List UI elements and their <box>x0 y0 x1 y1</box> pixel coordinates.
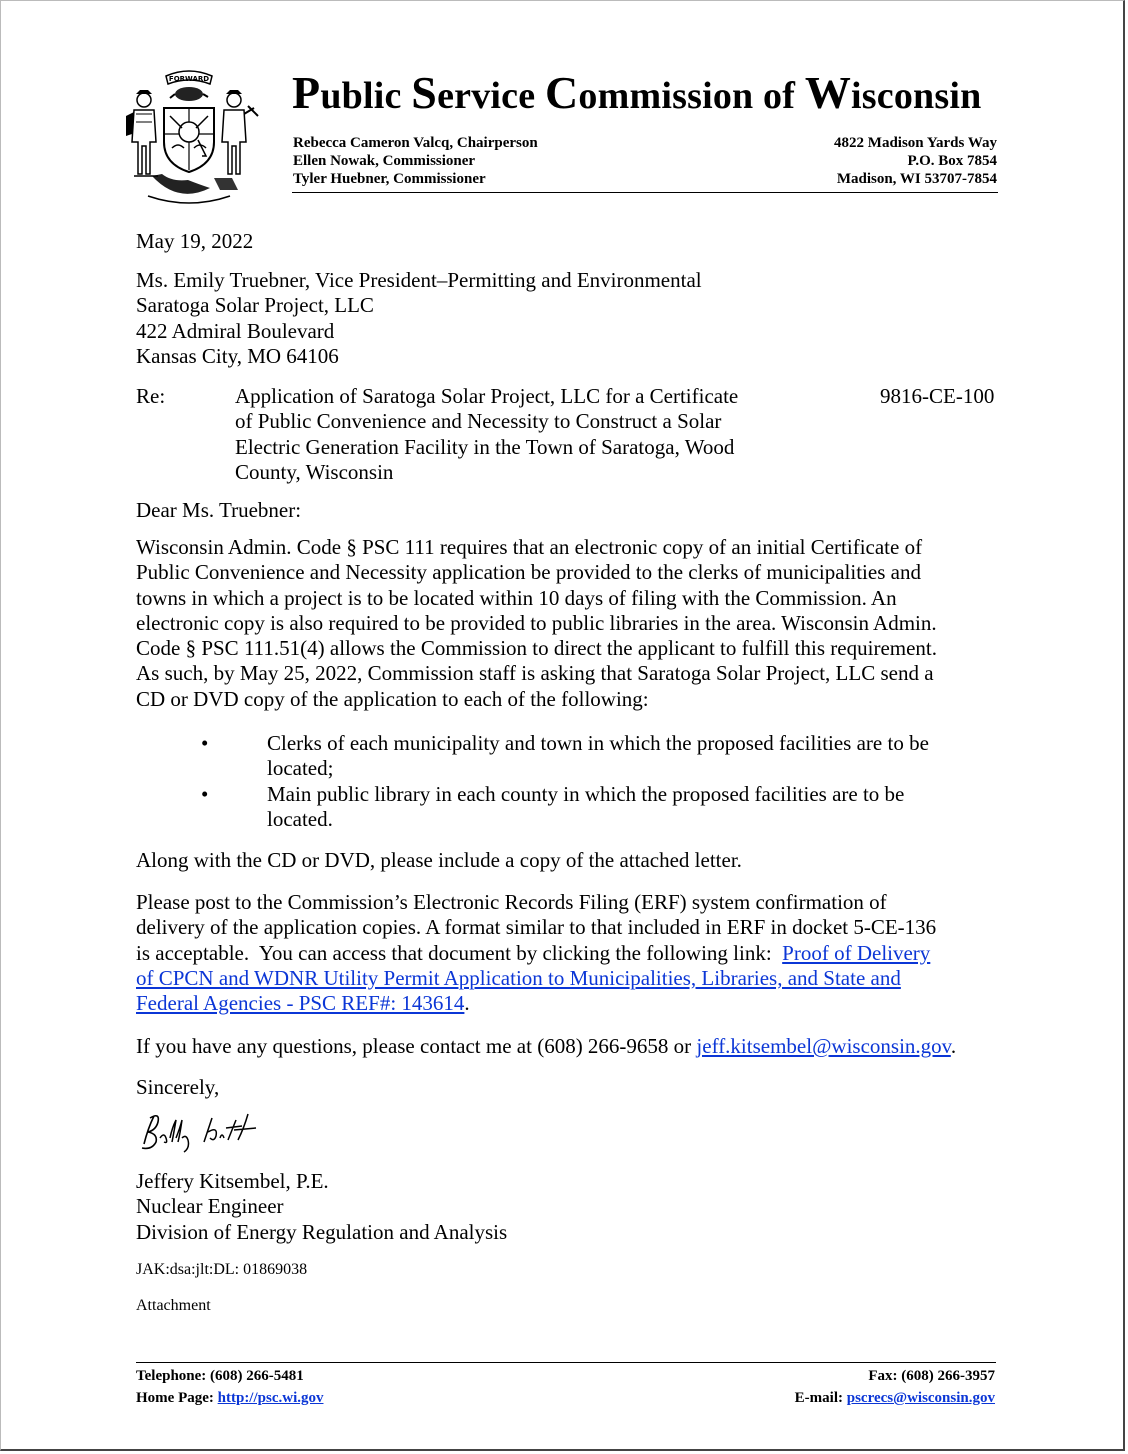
recipient-line: 422 Admiral Boulevard <box>136 318 335 343</box>
footer-telephone <box>136 1368 304 1385</box>
homepage-label: Home Page: <box>136 1390 214 1406</box>
fax-value: (608) 266-3957 <box>901 1368 995 1384</box>
paragraph-requirements <box>136 535 937 712</box>
recipient-line: Ms. Emily Truebner, Vice President–Permitting and Environmental <box>136 268 702 292</box>
paragraph-text: . <box>950 1034 957 1058</box>
paragraph-line: As such, by May 25, 2022, Commission staff is asking that Saratoga Solar Project, LLC send a <box>136 661 934 686</box>
email-label: E-mail: <box>794 1390 843 1406</box>
re-line: of Public Convenience and Necessity to Construct a Solar <box>235 409 722 434</box>
title-text: ommission of <box>578 75 805 117</box>
title-capital: W <box>804 67 852 118</box>
telephone-value: (608) 266-5481 <box>210 1368 304 1384</box>
re-line: Electric Generation Facility in the Town of Saratoga, Wood <box>235 434 735 459</box>
recipient-line: Kansas City, MO 64106 <box>136 343 339 368</box>
commissioner-line: Tyler Huebner, Commissioner <box>293 171 486 187</box>
title-text: ublic <box>320 75 412 117</box>
handwritten-signature <box>138 1108 268 1154</box>
footer-email-link[interactable]: pscrecs@wisconsin.gov <box>846 1390 995 1406</box>
address-line: 4822 Madison Yards Way <box>834 135 997 151</box>
paragraph-line: electronic copy is also required to be provided to public libraries in the area. Wisconsin Admin. <box>136 610 937 635</box>
address-line: P.O. Box 7854 <box>907 153 997 169</box>
signer-block <box>136 1169 507 1245</box>
closing: Sincerely, <box>136 1075 220 1099</box>
wisconsin-seal-logo <box>118 64 260 210</box>
signer-line: Nuclear Engineer <box>136 1194 284 1219</box>
title-capital: C <box>545 67 579 118</box>
contact-email-link[interactable]: jeff.kitsembel@wisconsin.gov <box>696 1034 951 1058</box>
footer-email <box>795 1390 995 1407</box>
header-divider <box>292 192 998 193</box>
paragraph-line <box>136 941 936 966</box>
bullet-icon: • <box>201 782 209 806</box>
paragraph-line: Wisconsin Admin. Code § PSC 111 requires that an electronic copy of an initial Certificate of <box>136 535 923 559</box>
re-subject <box>235 384 738 485</box>
agency-title <box>292 66 981 119</box>
paragraph-line: Public Convenience and Necessity application be provided to the clerks of municipalities and <box>136 560 921 585</box>
salutation: Dear Ms. Truebner: <box>136 498 302 522</box>
signer-line: Division of Energy Regulation and Analysis <box>136 1219 508 1244</box>
attachment-note: Attachment <box>136 1297 211 1314</box>
title-text: isconsin <box>851 75 982 117</box>
commissioner-line: Rebecca Cameron Valcq, Chairperson <box>293 135 538 151</box>
title-capital: P <box>292 67 321 118</box>
title-text: ervice <box>437 75 545 117</box>
docket-number: 9816-CE-100 <box>880 384 995 408</box>
title-capital: S <box>411 67 438 118</box>
paragraph-line <box>136 991 936 1016</box>
paragraph-attach-letter: Along with the CD or DVD, please include a copy of the attached letter. <box>136 848 742 872</box>
bullet-line: located. <box>267 807 333 832</box>
paragraph-contact <box>136 1034 956 1059</box>
commissioners-list <box>293 134 538 188</box>
paragraph-line: towns in which a project is to be located within 10 days of filing with the Commission. An <box>136 585 897 610</box>
bullet-line: Clerks of each municipality and town in which the proposed facilities are to be <box>267 731 929 755</box>
paragraph-line: Please post to the Commission’s Electronic Records Filing (ERF) system confirmation of <box>136 890 887 914</box>
paragraph-erf-posting <box>136 890 936 1016</box>
telephone-label: Telephone: <box>136 1368 207 1384</box>
recipient-address <box>136 268 702 369</box>
paragraph-text: . <box>464 991 470 1016</box>
paragraph-line <box>136 966 936 991</box>
bullet-item <box>267 731 929 782</box>
bullet-item <box>267 782 904 833</box>
re-label: Re: <box>136 384 166 408</box>
address-line: Madison, WI 53707-7854 <box>836 171 997 187</box>
footer-fax <box>868 1368 995 1385</box>
re-line: County, Wisconsin <box>235 459 394 484</box>
commissioner-line: Ellen Nowak, Commissioner <box>293 153 476 169</box>
paragraph-text: is acceptable. You can access that document by clicking the following link: <box>136 940 783 965</box>
agency-address <box>834 134 997 188</box>
signer-line: Jeffery Kitsembel, P.E. <box>136 1169 329 1193</box>
proof-of-delivery-link[interactable]: Federal Agencies - PSC REF#: 143614 <box>136 991 465 1016</box>
footer-divider <box>136 1362 996 1363</box>
proof-of-delivery-link[interactable]: Proof of Delivery <box>782 940 931 965</box>
bullet-icon: • <box>201 731 209 755</box>
re-line: Application of Saratoga Solar Project, LLC for a Certificate <box>235 384 739 408</box>
seal-motto-text: FORWARD <box>168 75 210 83</box>
reference-initials: JAK:dsa:jlt:DL: 01869038 <box>136 1261 308 1278</box>
paragraph-line: delivery of the application copies. A format similar to that included in ERF in docket 5-CE-136 <box>136 915 937 940</box>
paragraph-text: If you have any questions, please contact me at (608) 266-9658 or <box>136 1034 697 1058</box>
homepage-link[interactable]: http://psc.wi.gov <box>217 1390 324 1406</box>
paragraph-line: Code § PSC 111.51(4) allows the Commission to direct the applicant to fulfill this requirement. <box>136 636 938 661</box>
bullet-line: located; <box>267 756 334 781</box>
fax-label: Fax: <box>868 1368 898 1384</box>
paragraph-line: CD or DVD copy of the application to each of the following: <box>136 686 649 711</box>
footer-homepage <box>136 1390 323 1407</box>
proof-of-delivery-link[interactable]: of CPCN and WDNR Utility Permit Application to Municipalities, Libraries, and State and <box>136 965 901 990</box>
recipient-line: Saratoga Solar Project, LLC <box>136 293 374 318</box>
letter-date: May 19, 2022 <box>136 229 254 253</box>
bullet-line: Main public library in each county in which the proposed facilities are to be <box>267 782 905 806</box>
